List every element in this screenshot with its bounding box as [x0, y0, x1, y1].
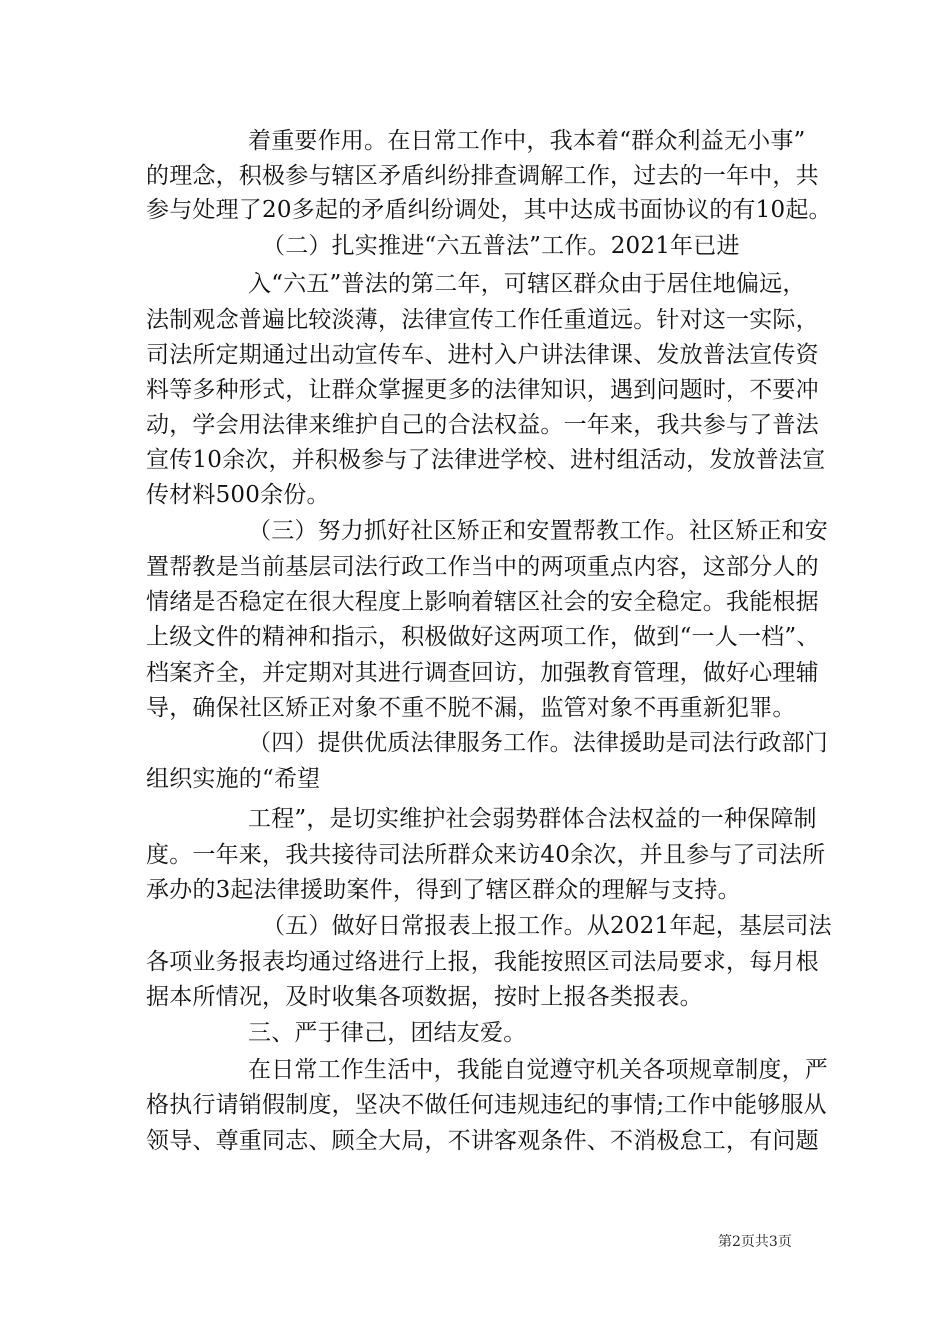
text-line: （四）提供优质法律服务工作。法律援助是司法行政部门 — [248, 730, 828, 756]
text-line: 格执行请销假制度，坚决不做任何违规违纪的事情;工作中能够服从 — [146, 1092, 827, 1118]
text-line: 的理念，积极参与辖区矛盾纠纷排查调解工作，过去的一年中，共 — [146, 163, 819, 189]
text-line: （三）努力抓好社区矫正和安置帮教工作。社区矫正和安 — [248, 518, 828, 544]
text-line: 各项业务报表均通过络进行上报，我能按照区司法局要求，每月根 — [146, 949, 819, 975]
text-line: 组织实施的“希望 — [146, 766, 321, 792]
text-line: 法制观念普遍比较淡薄，法律宣传工作任重道远。针对这一实际， — [146, 307, 819, 333]
text-line: 上级文件的精神和指示，积极做好这两项工作，做到“一人一档”、 — [146, 624, 820, 650]
text-line: 动，学会用法律来维护自己的合法权益。一年来，我共参与了普法 — [146, 412, 819, 438]
text-line: 工程”，是切实维护社会弱势群体合法权益的一种保障制 — [248, 806, 817, 832]
text-line: 度。一年来，我共接待司法所群众来访40余次，并且参与了司法所 — [146, 842, 826, 868]
text-line: 情绪是否稳定在很大程度上影响着辖区社会的安全稳定。我能根据 — [146, 589, 819, 615]
page-number: 第2页共3页 — [718, 1234, 792, 1250]
text-line: （二）扎实推进“六五普法”工作。2021年已进 — [262, 233, 740, 259]
section-heading: 三、严于律己，团结友爱。 — [248, 1020, 527, 1046]
text-line: 传材料500余份。 — [146, 482, 330, 508]
text-line: 置帮教是当前基层司法行政工作当中的两项重点内容，这部分人的 — [146, 554, 819, 580]
text-line: 据本所情况，及时收集各项数据，按时上报各类报表。 — [146, 984, 703, 1010]
text-line: 领导、尊重同志、顾全大局，不讲客观条件、不消极怠工，有问题 — [146, 1128, 819, 1154]
text-line: 着重要作用。在日常工作中，我本着“群众利益无小事” — [248, 128, 806, 154]
text-line: （五）做好日常报表上报工作。从2021年起，基层司法 — [262, 913, 832, 939]
text-line: 宣传10余次，并积极参与了法律进学校、进村组活动，发放普法宣 — [146, 447, 826, 473]
text-line: 导，确保社区矫正对象不重不脱不漏，监管对象不再重新犯罪。 — [146, 695, 796, 721]
text-line: 料等多种形式，让群众掌握更多的法律知识，遇到问题时，不要冲 — [146, 377, 819, 403]
text-line: 承办的3起法律援助案件，得到了辖区群众的理解与支持。 — [146, 877, 741, 903]
text-line: 在日常工作生活中，我能自觉遵守机关各项规章制度，严 — [248, 1057, 828, 1083]
text-line: 参与处理了20多起的矛盾纠纷调处，其中达成书面协议的有10起。 — [146, 197, 832, 223]
text-line: 司法所定期通过出动宣传车、进村入户讲法律课、发放普法宣传资 — [146, 342, 819, 368]
text-line: 入“六五”普法的第二年，可辖区群众由于居住地偏远， — [248, 271, 806, 297]
text-line: 档案齐全，并定期对其进行调查回访，加强教育管理，做好心理辅 — [146, 660, 819, 686]
